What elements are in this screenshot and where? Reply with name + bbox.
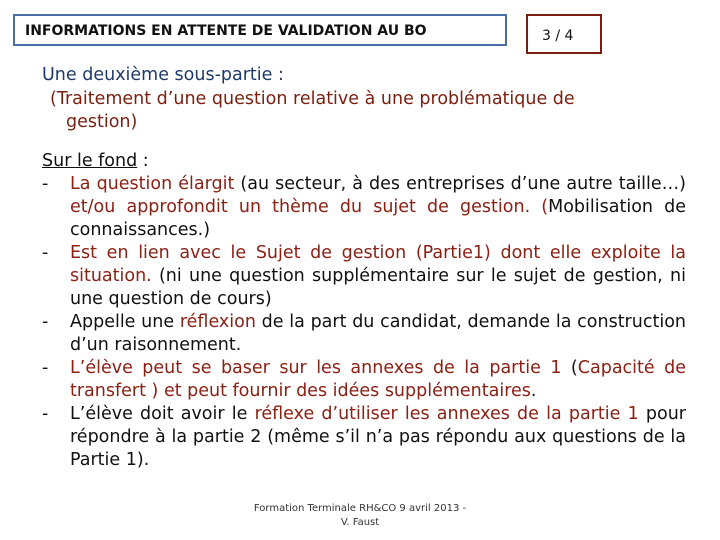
page-indicator-box bbox=[526, 14, 602, 54]
bullet-dash: - bbox=[42, 312, 49, 332]
text-run: L’élève doit avoir le bbox=[70, 404, 255, 424]
fond-section bbox=[42, 150, 702, 472]
bullet-dash: - bbox=[42, 174, 49, 194]
text-run: La question élargit bbox=[70, 174, 235, 194]
slide-title: INFORMATIONS EN ATTENTE DE VALIDATION AU BO bbox=[25, 23, 427, 39]
list-item-text bbox=[70, 242, 686, 311]
bullet-dash: - bbox=[42, 404, 49, 424]
list-item bbox=[42, 311, 702, 357]
list-item-text bbox=[70, 403, 686, 472]
subtitle-detail bbox=[52, 88, 688, 134]
list-item-text bbox=[70, 357, 686, 403]
footer-line1: Formation Terminale RH&CO 9 avril 2013 - bbox=[253, 503, 467, 514]
fond-title: Sur le fond bbox=[42, 151, 138, 171]
page-indicator: 3 / 4 bbox=[542, 28, 574, 44]
text-run: Est en lien avec le Sujet de gestion (Partie1) dont elle exploite la situation. bbox=[70, 243, 686, 286]
fond-colon: : bbox=[137, 151, 149, 171]
text-run: (au secteur, à des entreprises d’une autre taille…) bbox=[234, 174, 687, 194]
bullet-dash: - bbox=[42, 243, 49, 263]
text-run: (ni une question supplémentaire sur le sujet de gestion, ni une question de cours) bbox=[70, 266, 686, 309]
text-run: Mobilisation de connaissances.) bbox=[70, 197, 687, 240]
text-run: ( bbox=[561, 358, 578, 378]
list-item-text bbox=[70, 311, 686, 357]
text-run: réflexe d’utiliser les annexes de la partie 1 bbox=[254, 404, 639, 424]
text-run: Capacité de transfert ) bbox=[70, 358, 686, 401]
list-item bbox=[42, 357, 702, 403]
text-run: pour répondre à la partie 2 (même s’il n’a pas répondu aux questions de la Partie 1). bbox=[70, 404, 687, 470]
text-run: réflexion bbox=[179, 312, 256, 332]
list-item bbox=[42, 173, 702, 242]
text-run: ( bbox=[530, 197, 549, 217]
subtitle: Une deuxième sous-partie : bbox=[42, 65, 284, 85]
bullet-dash: - bbox=[42, 358, 49, 378]
slide-title-box bbox=[13, 14, 507, 46]
text-run: et peut fournir des idées supplémentaires bbox=[158, 381, 531, 401]
list-item bbox=[42, 242, 702, 311]
text-run: L’élève peut se baser sur les annexes de la partie 1 bbox=[70, 358, 562, 378]
list-item bbox=[42, 403, 702, 472]
footer bbox=[252, 502, 468, 530]
text-run: et/ou approfondit un thème du sujet de gestion. bbox=[70, 197, 531, 217]
text-run: de la part du candidat, demande la construction d’un raisonnement. bbox=[70, 312, 686, 355]
footer-line2: V. Faust bbox=[340, 517, 380, 528]
fond-heading bbox=[42, 150, 702, 173]
text-run: Appelle une bbox=[70, 312, 180, 332]
subtitle-detail-line1: (Traitement d’une question relative à une problématique de bbox=[50, 89, 575, 109]
subtitle-detail-line2: gestion) bbox=[66, 112, 138, 132]
list-item-text bbox=[70, 173, 686, 242]
text-run: . bbox=[530, 381, 537, 401]
